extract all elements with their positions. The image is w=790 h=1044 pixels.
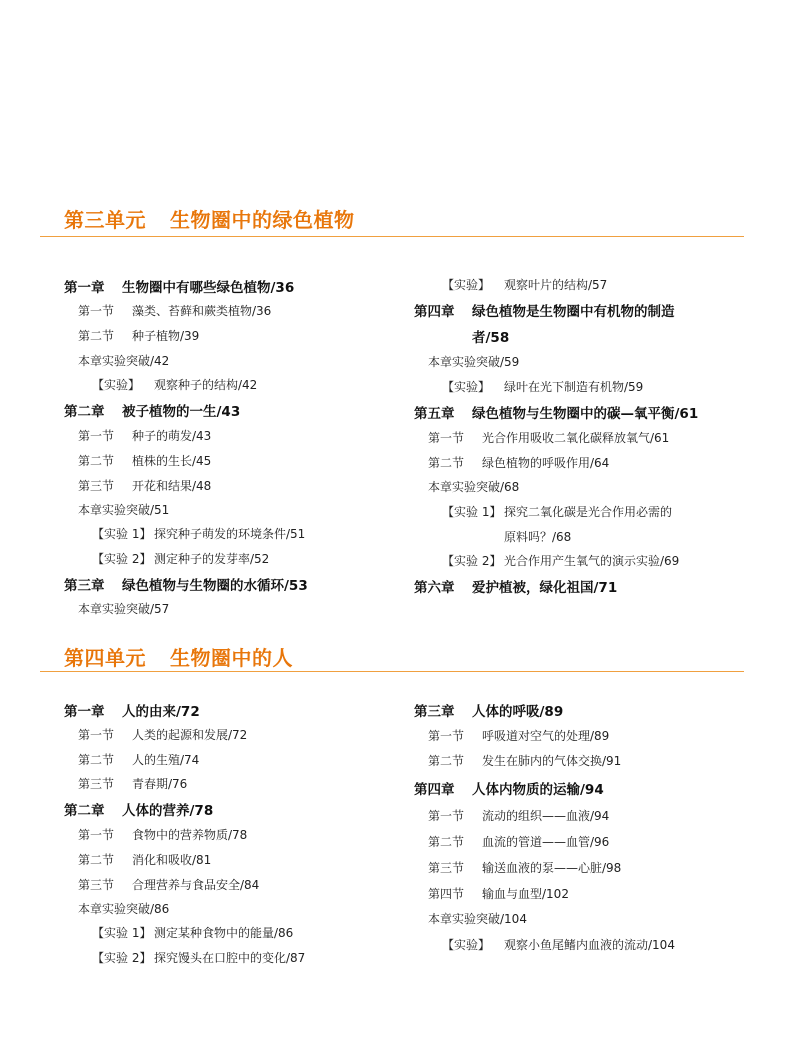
toc-chapter[interactable]: 第三章 人体的呼吸/89	[414, 704, 564, 720]
toc-section[interactable]: 第三节 输送血液的泵——心脏/98	[428, 861, 622, 875]
toc-experiment-summary[interactable]: 本章实验突破/51	[78, 503, 170, 517]
toc-section[interactable]: 第二节 血流的管道——血管/96	[428, 835, 610, 849]
toc-experiment[interactable]: 【实验】 观察叶片的结构/57	[442, 278, 608, 292]
toc-experiment-summary[interactable]: 本章实验突破/59	[428, 355, 520, 369]
toc-experiment[interactable]: 【实验 1】 测定某种食物中的能量/86	[92, 926, 294, 940]
toc-experiment[interactable]: 【实验 1】 探究二氧化碳是光合作用必需的	[442, 505, 673, 519]
toc-section[interactable]: 第一节 流动的组织——血液/94	[428, 809, 610, 823]
toc-experiment-summary[interactable]: 本章实验突破/86	[78, 902, 170, 916]
toc-chapter[interactable]: 第一章 人的由来/72	[64, 704, 200, 720]
toc-section[interactable]: 第一节 食物中的营养物质/78	[78, 828, 248, 842]
toc-chapter[interactable]: 第三章 绿色植物与生物圈的水循环/53	[64, 578, 308, 594]
toc-experiment-continuation: 原料吗？/68	[504, 530, 572, 544]
toc-section[interactable]: 第二节 植株的生长/45	[78, 454, 212, 468]
toc-experiment-summary[interactable]: 本章实验突破/104	[428, 912, 527, 926]
unit-heading	[64, 204, 355, 233]
toc-experiment[interactable]: 【实验 1】 探究种子萌发的环境条件/51	[92, 527, 306, 541]
toc-section[interactable]: 第一节 呼吸道对空气的处理/89	[428, 729, 610, 743]
toc-section[interactable]: 第二节 人的生殖/74	[78, 753, 200, 767]
unit-heading	[64, 642, 293, 671]
toc-section[interactable]: 第一节 人类的起源和发展/72	[78, 728, 248, 742]
toc-chapter[interactable]: 第二章 人体的营养/78	[64, 803, 214, 819]
toc-section[interactable]: 第一节 种子的萌发/43	[78, 429, 212, 443]
toc-section[interactable]: 第三节 合理营养与食品安全/84	[78, 878, 260, 892]
toc-section[interactable]: 第二节 发生在肺内的气体交换/91	[428, 754, 622, 768]
unit-divider	[40, 671, 744, 672]
unit-label: 第四单元	[64, 646, 146, 670]
toc-experiment[interactable]: 【实验 2】 探究馒头在口腔中的变化/87	[92, 951, 306, 965]
toc-chapter[interactable]: 第五章 绿色植物与生物圈中的碳—氧平衡/61	[414, 406, 699, 422]
toc-section[interactable]: 第一节 藻类、苔藓和蕨类植物/36	[78, 304, 272, 318]
toc-chapter[interactable]: 第一章 生物圈中有哪些绿色植物/36	[64, 280, 295, 296]
unit-divider	[40, 236, 744, 237]
toc-section[interactable]: 第二节 消化和吸收/81	[78, 853, 212, 867]
toc-experiment[interactable]: 【实验 2】 测定种子的发芽率/52	[92, 552, 270, 566]
toc-chapter-continuation: 者/58	[472, 330, 510, 346]
toc-chapter[interactable]: 第四章 绿色植物是生物圈中有机物的制造	[414, 304, 675, 320]
toc-experiment-summary[interactable]: 本章实验突破/68	[428, 480, 520, 494]
toc-section[interactable]: 第二节 种子植物/39	[78, 329, 200, 343]
toc-experiment[interactable]: 【实验】 绿叶在光下制造有机物/59	[442, 380, 644, 394]
toc-experiment[interactable]: 【实验】 观察小鱼尾鳍内血液的流动/104	[442, 938, 675, 952]
toc-experiment-summary[interactable]: 本章实验突破/42	[78, 354, 170, 368]
toc-experiment-summary[interactable]: 本章实验突破/57	[78, 602, 170, 616]
toc-chapter[interactable]: 第六章 爱护植被，绿化祖国/71	[414, 580, 618, 596]
unit-title: 生物圈中的绿色植物	[170, 208, 355, 232]
toc-section[interactable]: 第一节 光合作用吸收二氧化碳释放氧气/61	[428, 431, 670, 445]
toc-experiment[interactable]: 【实验】 观察种子的结构/42	[92, 378, 258, 392]
toc-experiment[interactable]: 【实验 2】 光合作用产生氧气的演示实验/69	[442, 554, 680, 568]
toc-chapter[interactable]: 第二章 被子植物的一生/43	[64, 404, 241, 420]
toc-section[interactable]: 第四节 输血与血型/102	[428, 887, 569, 901]
toc-section[interactable]: 第三节 青春期/76	[78, 777, 188, 791]
unit-label: 第三单元	[64, 208, 146, 232]
toc-section[interactable]: 第二节 绿色植物的呼吸作用/64	[428, 456, 610, 470]
unit-title: 生物圈中的人	[170, 646, 293, 670]
toc-section[interactable]: 第三节 开花和结果/48	[78, 479, 212, 493]
toc-chapter[interactable]: 第四章 人体内物质的运输/94	[414, 782, 604, 798]
